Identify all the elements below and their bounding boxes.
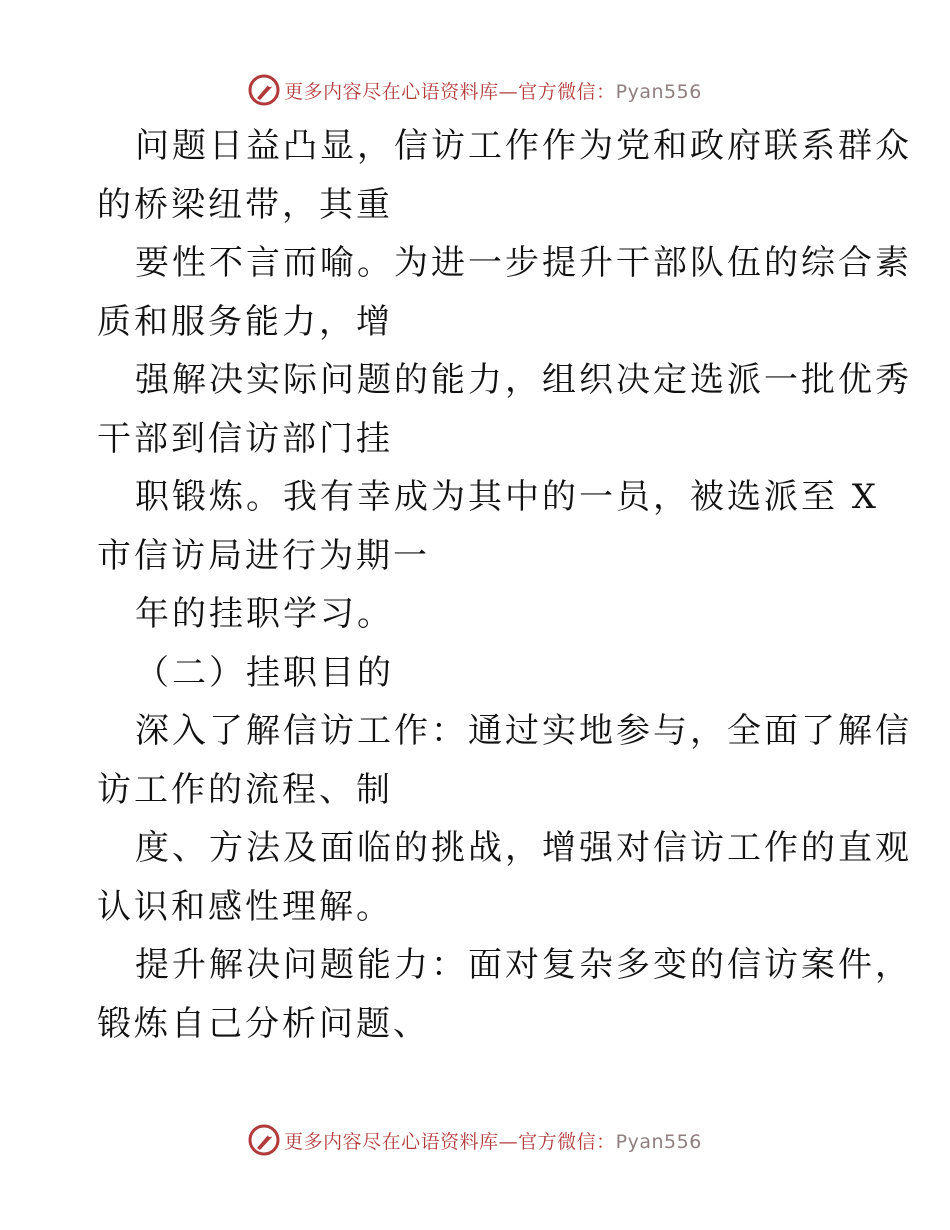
paragraph-line: 年的挂职学习。 — [135, 594, 394, 634]
footer-watermark-text — [284, 1127, 702, 1154]
paragraph-line: 强解决实际问题的能力，组织决定选派一批优秀 — [135, 360, 912, 400]
pen-nib-logo-icon — [248, 74, 280, 106]
paragraph-line: 市信访局进行为期一 — [97, 535, 430, 576]
pen-nib-logo-icon — [248, 1124, 280, 1156]
paragraph-line: 职锻炼。我有幸成为其中的一员，被选派至 X — [135, 477, 880, 517]
paragraph-line: 访工作的流程、制 — [97, 769, 393, 810]
paragraph-line: 认识和感性理解。 — [97, 886, 393, 927]
paragraph-line: 干部到信访部门挂 — [97, 418, 393, 459]
paragraph-line: 深入了解信访工作：通过实地参与，全面了解信 — [135, 711, 912, 751]
paragraph-line: 问题日益凸显，信访工作作为党和政府联系群众 — [135, 126, 912, 166]
watermark-label: 更多内容尽在心语资料库—官方微信： — [284, 80, 616, 103]
header-watermark — [0, 70, 950, 110]
section-heading: （二）挂职目的 — [135, 652, 394, 693]
wechat-id: Pyan556 — [615, 80, 702, 103]
watermark-label: 更多内容尽在心语资料库—官方微信： — [284, 1130, 616, 1153]
header-watermark-text — [284, 77, 702, 104]
paragraph-line: 要性不言而喻。为进一步提升干部队伍的综合素 — [135, 243, 912, 283]
paragraph-line: 度、方法及面临的挑战，增强对信访工作的直观 — [135, 828, 912, 868]
document-body — [97, 117, 912, 1053]
paragraph-line: 提升解决问题能力：面对复杂多变的信访案件， — [135, 945, 912, 985]
paragraph-line: 的桥梁纽带，其重 — [97, 184, 393, 225]
footer-watermark — [0, 1120, 950, 1160]
wechat-id: Pyan556 — [615, 1130, 702, 1153]
paragraph-line: 锻炼自己分析问题、 — [97, 1003, 430, 1044]
paragraph-line: 质和服务能力，增 — [97, 301, 393, 342]
